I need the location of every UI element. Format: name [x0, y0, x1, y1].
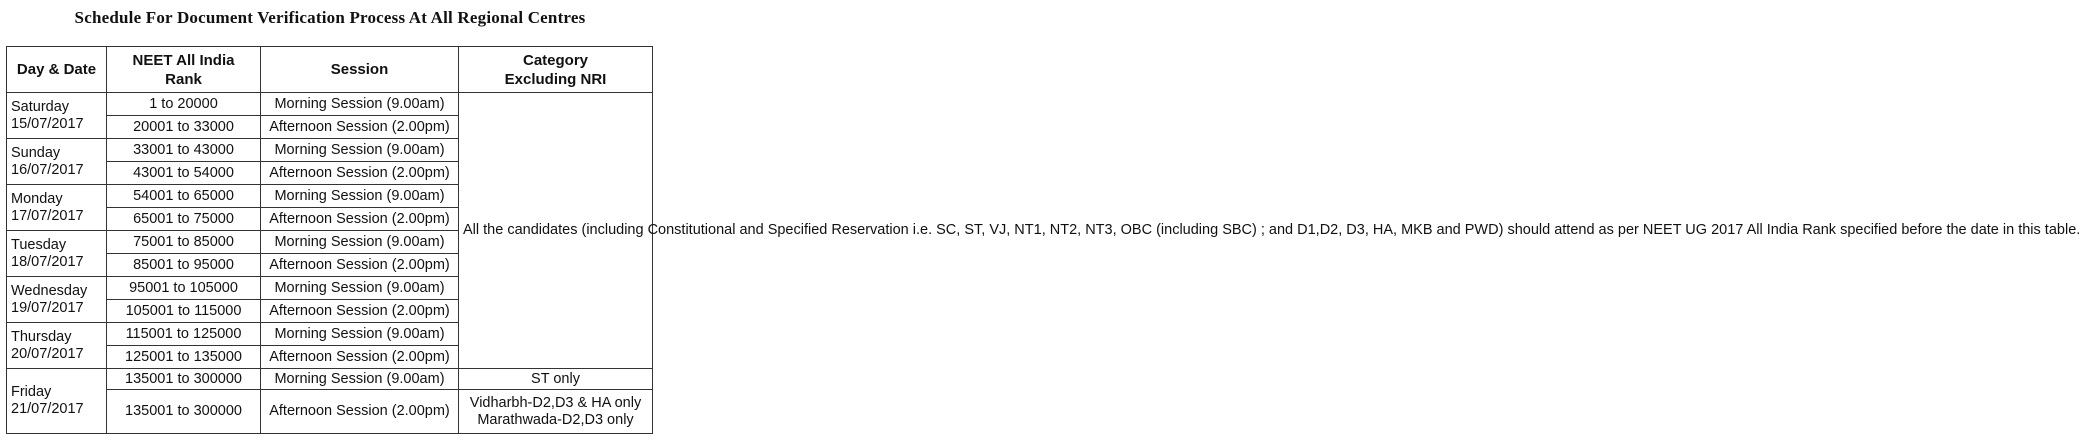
rank-cell: 65001 to 75000 [107, 208, 261, 231]
day-date: 15/07/2017 [11, 115, 84, 132]
day-date-cell [7, 323, 107, 369]
session-cell: Morning Session (9.00am) [261, 185, 459, 208]
day-date-cell [7, 139, 107, 185]
day-name: Tuesday [11, 236, 67, 253]
category-friday-morning-cell: ST only [459, 369, 653, 390]
day-name: Wednesday [11, 282, 88, 299]
session-cell: Afternoon Session (2.00pm) [261, 162, 459, 185]
rank-cell: 75001 to 85000 [107, 231, 261, 254]
category-friday-afternoon-line2: Marathwada-D2,D3 only [477, 411, 634, 428]
day-date-cell [7, 185, 107, 231]
day-date-cell [7, 231, 107, 277]
header-category-line1: Category [522, 51, 589, 69]
session-cell: Morning Session (9.00am) [261, 231, 459, 254]
session-cell: Afternoon Session (2.00pm) [261, 254, 459, 277]
day-name: Monday [11, 190, 63, 207]
day-date-cell [7, 369, 107, 434]
session-cell: Afternoon Session (2.00pm) [261, 116, 459, 139]
page-title: Schedule For Document Verification Process At All Regional Centres [74, 8, 586, 27]
day-name: Sunday [11, 144, 61, 161]
category-main-cell: All the candidates (including Constitutional and Specified Reservation i.e. SC, ST, VJ, NT1, NT2, NT3, OBC (including SBC) ; and D1,D2, D3, HA, MKB and PWD) should attend as per NEET UG 2017 All India Rank specified before the date in this table. [459, 93, 653, 369]
session-cell: Afternoon Session (2.00pm) [261, 346, 459, 369]
session-cell: Morning Session (9.00am) [261, 139, 459, 162]
day-name: Thursday [11, 328, 72, 345]
session-cell: Morning Session (9.00am) [261, 323, 459, 346]
day-date: 16/07/2017 [11, 161, 84, 178]
rank-cell: 54001 to 65000 [107, 185, 261, 208]
header-day-date: Day & Date [7, 47, 107, 93]
day-date: 17/07/2017 [11, 207, 84, 224]
rank-cell: 1 to 20000 [107, 93, 261, 116]
day-name: Friday [11, 384, 52, 400]
rank-cell: 135001 to 300000 [107, 369, 261, 390]
rank-cell: 33001 to 43000 [107, 139, 261, 162]
rank-cell: 43001 to 54000 [107, 162, 261, 185]
session-cell: Afternoon Session (2.00pm) [261, 390, 459, 434]
rank-cell: 135001 to 300000 [107, 390, 261, 434]
session-cell: Afternoon Session (2.00pm) [261, 300, 459, 323]
header-session: Session [261, 47, 459, 93]
day-date-cell [7, 93, 107, 139]
header-category-line2: Excluding NRI [504, 70, 607, 88]
day-date: 19/07/2017 [11, 299, 84, 316]
day-date-cell [7, 277, 107, 323]
session-cell: Morning Session (9.00am) [261, 93, 459, 116]
table-row [7, 93, 653, 116]
day-date: 20/07/2017 [11, 345, 84, 362]
day-name: Saturday [11, 98, 70, 115]
header-category [459, 47, 653, 93]
day-date: 18/07/2017 [11, 253, 84, 270]
session-cell: Morning Session (9.00am) [261, 277, 459, 300]
session-cell: Afternoon Session (2.00pm) [261, 208, 459, 231]
day-date: 21/07/2017 [11, 401, 84, 417]
rank-cell: 115001 to 125000 [107, 323, 261, 346]
header-rank-line2: Rank [165, 70, 202, 88]
session-cell: Morning Session (9.00am) [261, 369, 459, 390]
rank-cell: 20001 to 33000 [107, 116, 261, 139]
rank-cell: 105001 to 115000 [107, 300, 261, 323]
schedule-table [6, 46, 2080, 434]
category-friday-afternoon-line1: Vidharbh-D2,D3 & HA only [469, 394, 642, 411]
table-row [7, 369, 653, 390]
header-rank [107, 47, 261, 93]
category-friday-afternoon-cell [459, 390, 653, 434]
rank-cell: 85001 to 95000 [107, 254, 261, 277]
header-rank-line1: NEET All India [132, 51, 235, 69]
rank-cell: 95001 to 105000 [107, 277, 261, 300]
table-header-row [7, 47, 653, 93]
rank-cell: 125001 to 135000 [107, 346, 261, 369]
